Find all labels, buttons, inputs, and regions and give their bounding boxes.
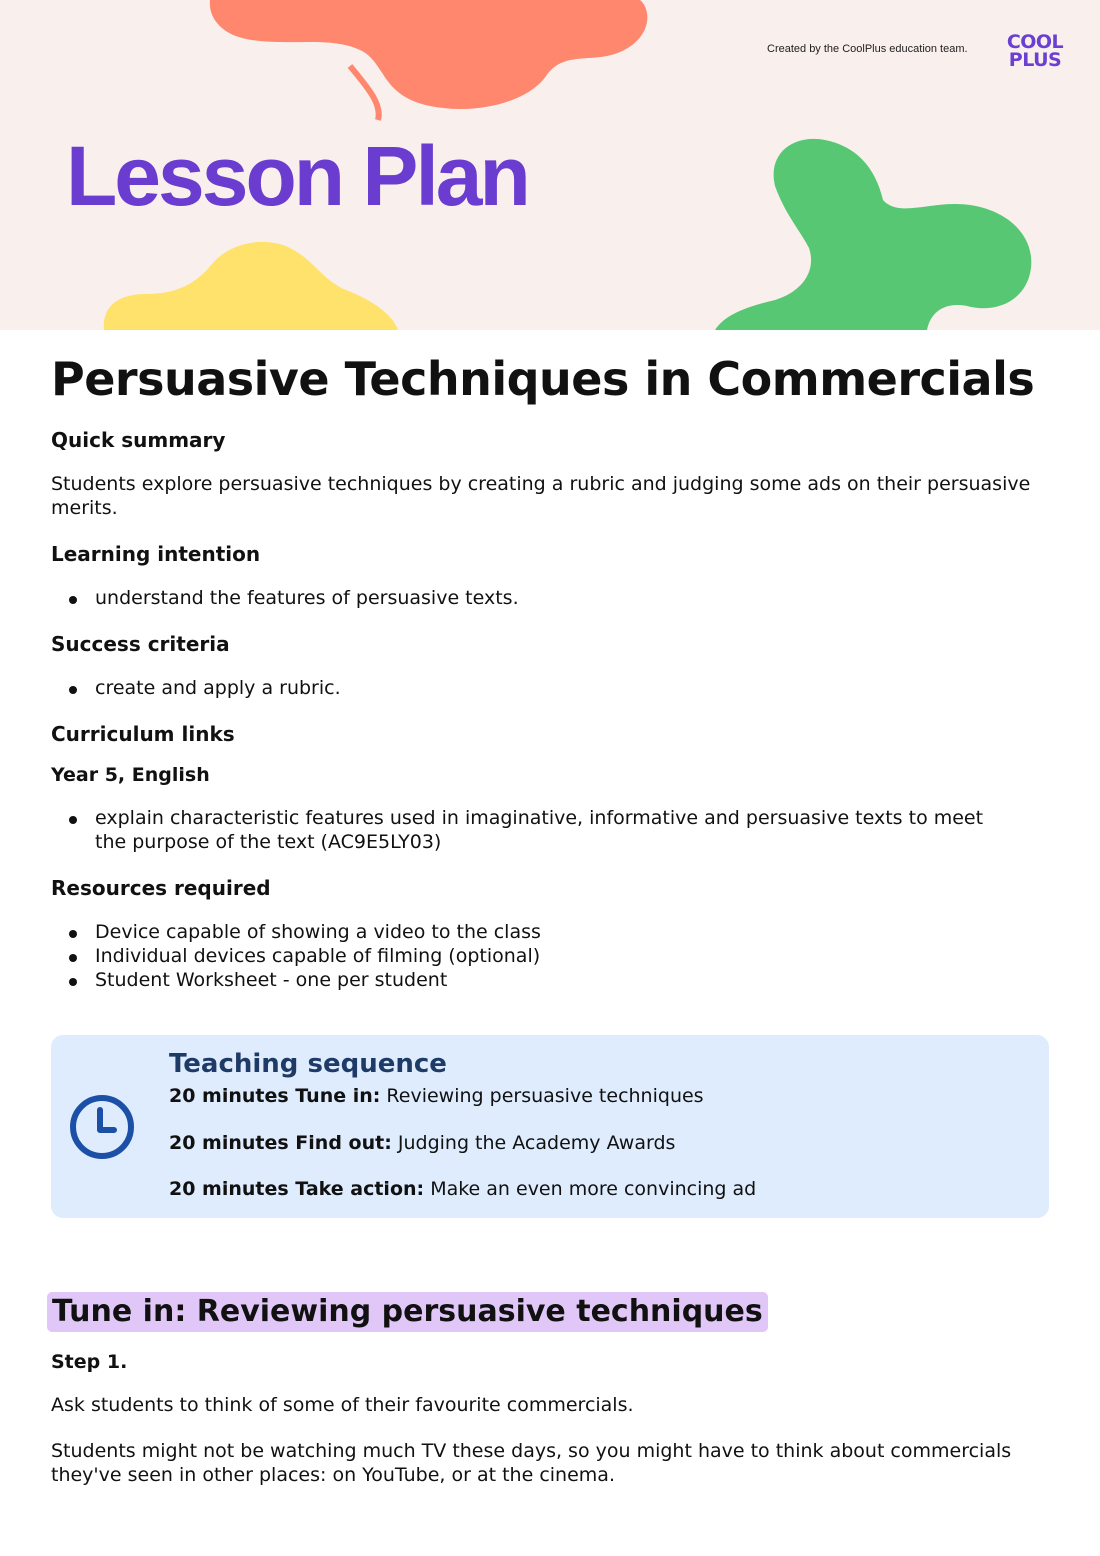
yellow-blob-decoration — [100, 236, 400, 330]
success-criteria-list — [51, 676, 1051, 700]
teaching-sequence-title: Teaching sequence — [169, 1049, 447, 1079]
tune-in-paragraph: Ask students to think of some of their favourite commercials. — [51, 1394, 634, 1416]
learning-intention-heading: Learning intention — [51, 542, 261, 566]
sequence-step-label: 20 minutes Tune in: — [169, 1085, 381, 1107]
clock-icon — [68, 1093, 136, 1161]
tune-in-paragraph: Students might not be watching much TV these days, so you might have to think about commercials they've seen in other places: on YouTube, or at the cinema. — [51, 1440, 1012, 1486]
sequence-step-text: Make an even more convincing ad — [430, 1178, 757, 1200]
sequence-step — [169, 1178, 756, 1200]
learning-intention-list — [51, 586, 1051, 610]
lesson-content — [51, 348, 1051, 992]
sequence-step — [169, 1132, 675, 1154]
quick-summary-heading: Quick summary — [51, 428, 226, 452]
teaching-sequence-box — [51, 1035, 1049, 1218]
header-banner — [0, 0, 1100, 330]
credit-text: Created by the CoolPlus education team. — [767, 43, 968, 55]
quick-summary-text: Students explore persuasive techniques by creating a rubric and judging some ads on their persuasive merits. — [51, 473, 1031, 519]
sequence-step-text: Reviewing persuasive techniques — [386, 1085, 704, 1107]
list-item: understand the features of persuasive texts. — [51, 586, 1051, 610]
step-label: Step 1. — [51, 1351, 128, 1373]
sequence-step-label: 20 minutes Find out: — [169, 1132, 392, 1154]
list-item: create and apply a rubric. — [51, 676, 1051, 700]
success-criteria-heading: Success criteria — [51, 632, 230, 656]
coolplus-logo — [1003, 33, 1067, 69]
list-item: Individual devices capable of filming (optional) — [51, 944, 1051, 968]
sequence-step-label: 20 minutes Take action: — [169, 1178, 425, 1200]
logo-bottom-text: PLUS — [1008, 49, 1062, 71]
curriculum-links-heading: Curriculum links — [51, 722, 235, 746]
resources-heading: Resources required — [51, 876, 271, 900]
sequence-step — [169, 1085, 704, 1107]
sequence-step-text: Judging the Academy Awards — [397, 1132, 676, 1154]
tune-in-section — [51, 1351, 1041, 1487]
lesson-title: Persuasive Techniques in Commercials — [51, 352, 1035, 406]
logo-top-text: COOL — [1006, 31, 1064, 53]
green-blob-decoration — [705, 132, 1045, 330]
curriculum-subheading: Year 5, English — [51, 764, 210, 786]
tune-in-heading: Tune in: Reviewing persuasive techniques — [47, 1292, 768, 1332]
orange-blob-decoration — [200, 0, 660, 125]
lesson-plan-heading: Lesson Plan — [66, 129, 528, 223]
curriculum-list — [51, 806, 1051, 854]
list-item: Device capable of showing a video to the class — [51, 920, 1051, 944]
list-item: Student Worksheet - one per student — [51, 968, 1051, 992]
resources-list — [51, 920, 1051, 992]
list-item: explain characteristic features used in imaginative, informative and persuasive texts to meet the purpose of the text (AC9E5LY03) — [51, 806, 1015, 854]
